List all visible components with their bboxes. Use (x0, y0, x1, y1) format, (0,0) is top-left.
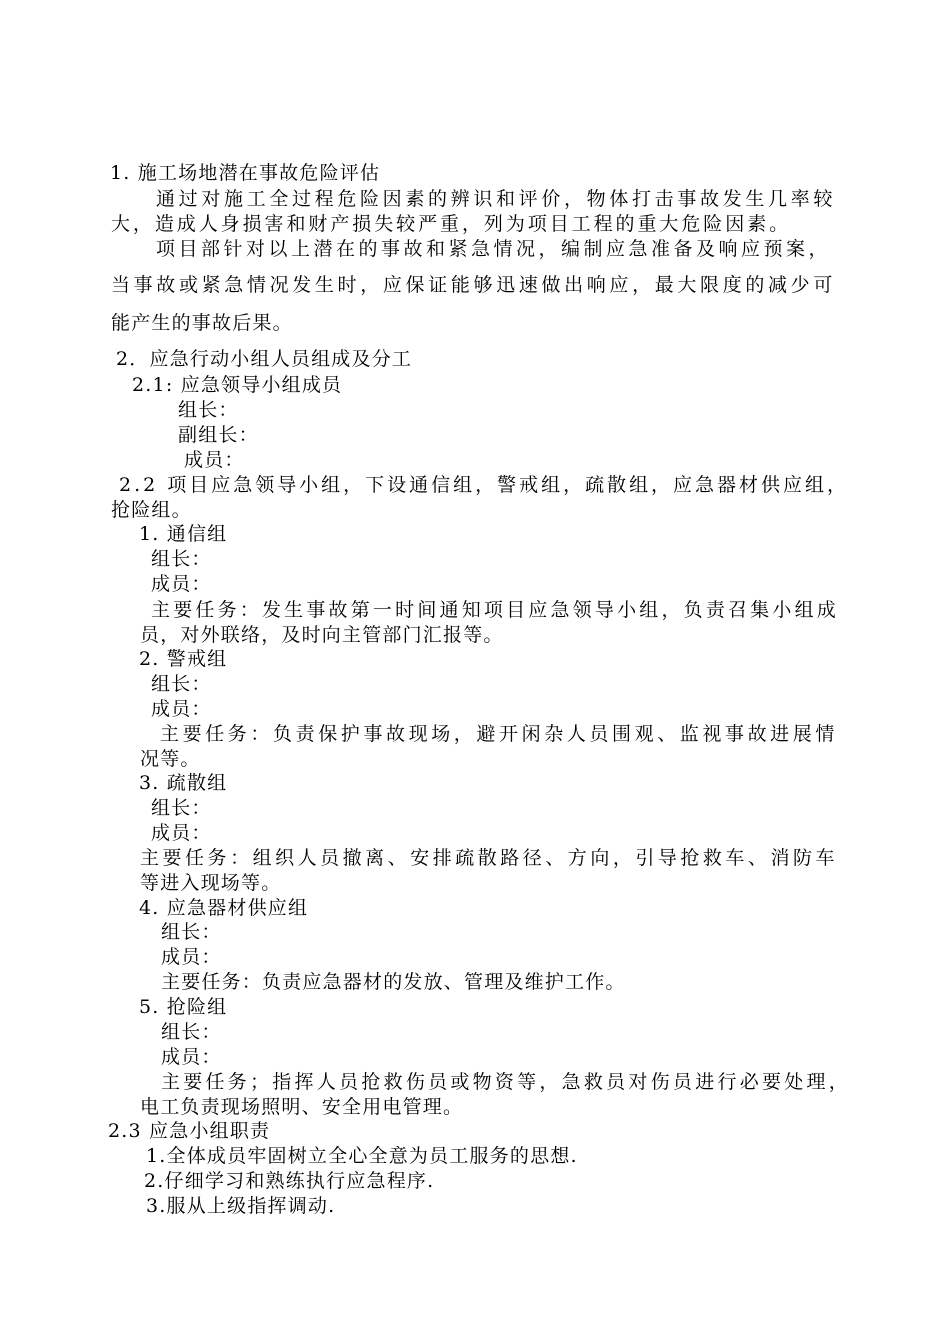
task-line: 主要任务：负责保护事故现场，避开闲杂人员围观、监视事故进展情 (160, 723, 838, 745)
leader-label: 组长： (151, 673, 212, 695)
deputy-leader-label: 副组长： (178, 424, 259, 446)
leader-label: 组长： (151, 797, 212, 819)
section-1-heading: 1. 施工场地潜在事故危险评估 (110, 162, 381, 184)
task-line: 员，对外联络，及时向主管部门汇报等。 (140, 624, 504, 646)
group-title: 5. 抢险组 (139, 996, 228, 1018)
task-line: 主要任务：发生事故第一时间通知项目应急领导小组，负责召集小组成 (151, 599, 839, 621)
subsection-2-1-heading: 2.1: 应急领导小组成员 (132, 374, 343, 396)
task-line: 况等。 (140, 748, 201, 770)
group-title: 3. 疏散组 (139, 772, 228, 794)
paragraph-line: 大，造成人身损害和财产损失较严重，列为项目工程的重大危险因素。 (111, 213, 791, 235)
members-label: 成员： (184, 449, 245, 471)
members-label: 成员： (161, 1046, 222, 1068)
leader-label: 组长： (161, 1021, 222, 1043)
members-label: 成员： (151, 573, 212, 595)
subsection-2-3-heading: 2.3 应急小组职责 (108, 1120, 271, 1142)
paragraph-line: 通过对施工全过程危险因素的辨识和评价，物体打击事故发生几率较 (156, 188, 836, 210)
paragraph-line: 能产生的事故后果。 (111, 312, 293, 334)
task-line: 主要任务：负责应急器材的发放、管理及维护工作。 (161, 971, 626, 993)
members-label: 成员： (151, 822, 212, 844)
list-item: 1.全体成员牢固树立全心全意为员工服务的思想. (146, 1145, 578, 1167)
leader-label: 组长： (161, 921, 222, 943)
paragraph-line: 2.2 项目应急领导小组，下设通信组，警戒组，疏散组，应急器材供应组， (119, 474, 849, 496)
members-label: 成员： (161, 946, 222, 968)
paragraph-line: 当事故或紧急情况发生时，应保证能够迅速做出响应，最大限度的减少可 (111, 274, 836, 296)
task-line: 主要任务：组织人员撤离、安排疏散路径、方向，引导抢救车、消防车 (140, 847, 838, 869)
paragraph-line: 抢险组。 (111, 499, 192, 521)
leader-label: 组长： (178, 399, 239, 421)
task-line: 电工负责现场照明、安全用电管理。 (140, 1096, 464, 1118)
leader-label: 组长： (151, 548, 212, 570)
section-2-heading: 2．应急行动小组人员组成及分工 (116, 348, 413, 370)
paragraph-line: 项目部针对以上潜在的事故和紧急情况，编制应急准备及响应预案， (156, 238, 831, 260)
task-line: 主要任务；指挥人员抢救伤员或物资等，急救员对伤员进行必要处理， (161, 1071, 851, 1093)
group-title: 1. 通信组 (139, 523, 228, 545)
members-label: 成员： (151, 698, 212, 720)
task-line: 等进入现场等。 (140, 872, 282, 894)
group-title: 4. 应急器材供应组 (139, 897, 309, 919)
list-item: 3.服从上级指挥调动. (146, 1195, 336, 1217)
group-title: 2. 警戒组 (139, 648, 228, 670)
list-item: 2.仔细学习和熟练执行应急程序. (144, 1170, 435, 1192)
